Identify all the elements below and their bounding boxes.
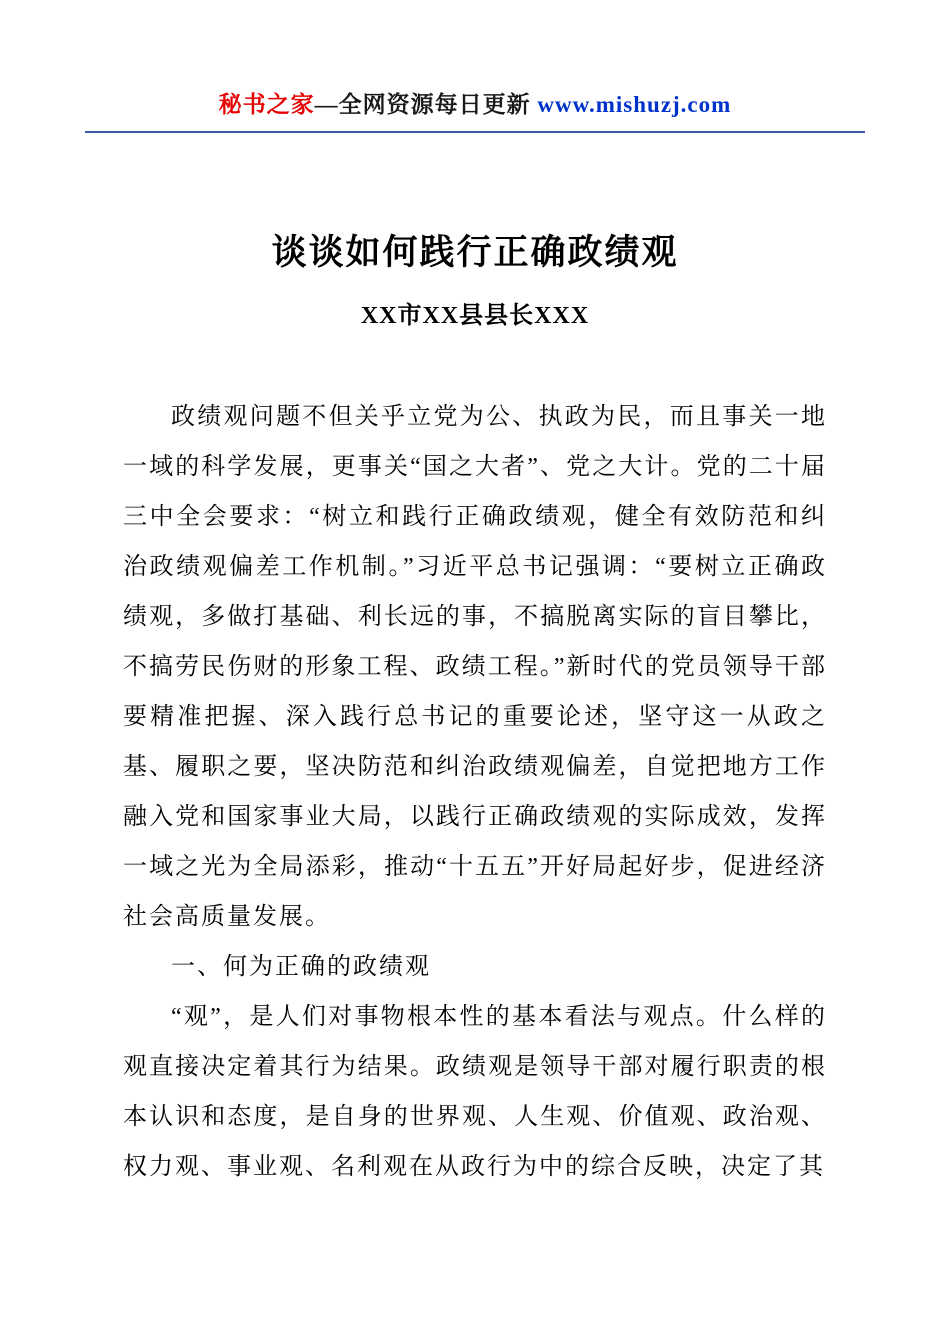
header-divider-line bbox=[85, 131, 865, 133]
site-url-link[interactable]: www.mishuzj.com bbox=[537, 92, 732, 117]
body-paragraph: 政绩观问题不但关乎立党为公、执政为民，而且事关一地一域的科学发展，更事关“国之大者”、党之大计。党的二十届三中全会要求：“树立和践行正确政绩观，健全有效防范和纠治政绩观偏差工作机制。”习近平总书记强调：“要树立正确政绩观，多做打基础、利长远的事，不搞脱离实际的盲目攀比，不搞劳民伤财的形象工程、政绩工程。”新时代的党员领导干部要精准把握、深入践行总书记的重要论述，坚守这一从政之基、履职之要，坚决防范和纠治政绩观偏差，自觉把地方工作融入党和国家事业大局，以践行正确政绩观的实际成效，发挥一域之光为全局添彩，推动“十五五”开好局起好步，促进经济社会高质量发展。 bbox=[123, 404, 827, 930]
site-tagline-text: —全网资源每日更新 bbox=[314, 92, 538, 117]
body-paragraph: “观”，是人们对事物根本性的基本看法与观点。什么样的观直接决定着其行为结果。政绩观是领导干部对履行职责的根本认识和态度，是自身的世界观、人生观、价值观、政治观、权力观、事业观、名利观在从政行为中的综合反映，决定了其 bbox=[123, 1004, 827, 1180]
document-body bbox=[0, 392, 950, 1192]
site-header bbox=[0, 0, 950, 119]
site-brand-text: 秘书之家 bbox=[218, 92, 315, 117]
document-author: XX市XX县县长XXX bbox=[360, 303, 590, 329]
section-heading: 一、何为正确的政绩观 bbox=[171, 954, 431, 980]
document-title: 谈谈如何践行正确政绩观 bbox=[271, 233, 679, 272]
